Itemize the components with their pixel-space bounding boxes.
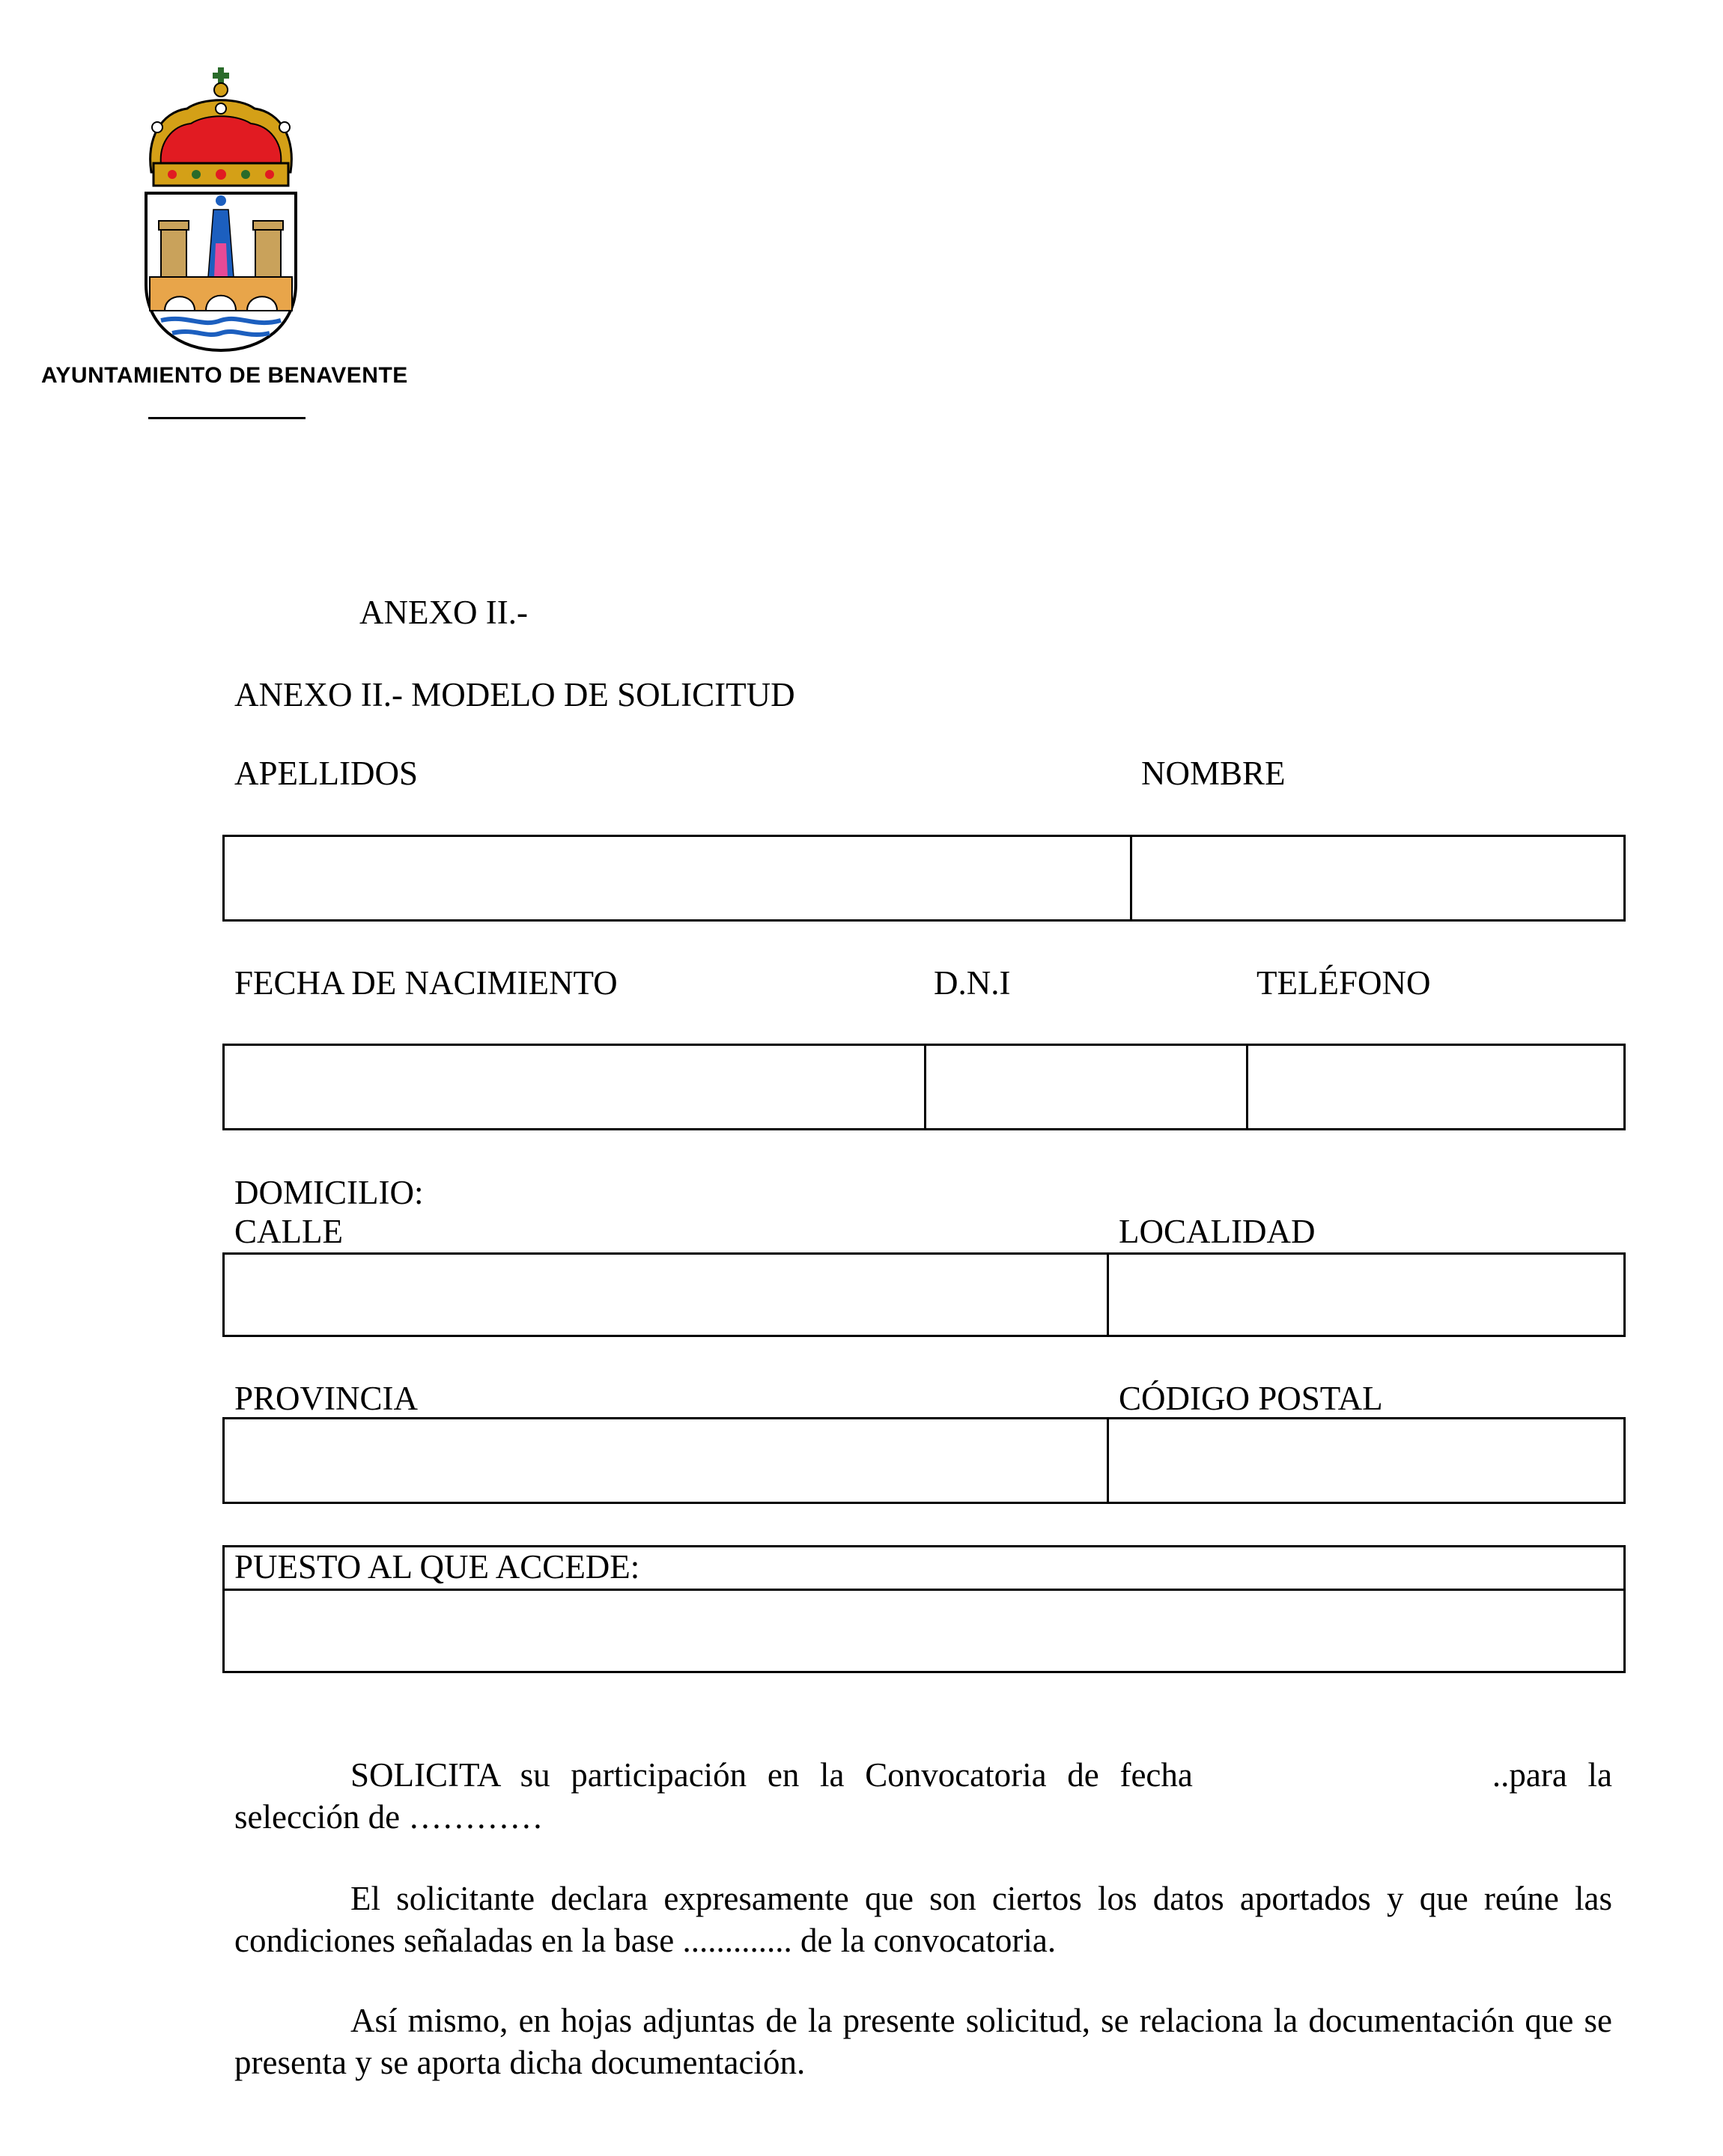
telefono-label: TELÉFONO: [1256, 964, 1431, 1002]
solicita-paragraph: [234, 1754, 1612, 1838]
calle-localidad-fields: [222, 1252, 1626, 1337]
provincia-cp-fields: [222, 1417, 1626, 1504]
solicita-text-cont: ..para la selección de …………: [234, 1756, 1612, 1836]
puesto-label: PUESTO AL QUE ACCEDE:: [234, 1548, 640, 1586]
localidad-field[interactable]: [1109, 1255, 1623, 1335]
dni-label: D.N.I: [934, 964, 1011, 1002]
provincia-field[interactable]: [225, 1419, 1107, 1502]
form-title: ANEXO II.- MODELO DE SOLICITUD: [234, 676, 795, 713]
annex-heading: ANEXO II.-: [359, 594, 528, 631]
calle-field[interactable]: [225, 1255, 1107, 1335]
organization-name: AYUNTAMIENTO DE BENAVENTE: [41, 363, 408, 388]
puesto-box: [222, 1545, 1626, 1673]
apellidos-field[interactable]: [225, 837, 1130, 919]
documentacion-text: Así mismo, en hojas adjuntas de la presente solicitud, se relaciona la documentación que se presenta y se aporta dicha documentación.: [234, 2002, 1612, 2081]
localidad-label: LOCALIDAD: [1119, 1213, 1316, 1250]
domicilio-label: DOMICILIO:: [234, 1174, 424, 1211]
calle-label: CALLE: [234, 1213, 343, 1250]
fecha-nacimiento-label: FECHA DE NACIMIENTO: [234, 964, 618, 1002]
crown-icon: [151, 67, 292, 186]
puesto-field[interactable]: [225, 1591, 1623, 1671]
coat-of-arms-logo: [142, 67, 300, 352]
fecha-dni-telefono-fields: [222, 1044, 1626, 1130]
documentacion-paragraph: [234, 2000, 1612, 2083]
apellidos-label: APELLIDOS: [234, 755, 418, 792]
declaracion-paragraph: [234, 1878, 1612, 1961]
apellidos-nombre-fields: [222, 835, 1626, 922]
nombre-field[interactable]: [1132, 837, 1623, 919]
declaracion-text: El solicitante declara expresamente que son ciertos los datos aportados y que reúne las condiciones señaladas en la base ............. de la convocatoria.: [234, 1880, 1612, 1959]
dni-field[interactable]: [926, 1046, 1246, 1128]
nombre-label: NOMBRE: [1141, 755, 1286, 792]
header-underline: [148, 417, 306, 419]
provincia-label: PROVINCIA: [234, 1380, 419, 1417]
shield-icon: [146, 193, 296, 350]
fecha-nacimiento-field[interactable]: [225, 1046, 924, 1128]
telefono-field[interactable]: [1248, 1046, 1623, 1128]
codigo-postal-field[interactable]: [1109, 1419, 1623, 1502]
solicita-text: SOLICITA su participación en la Convocatoria de fecha: [350, 1756, 1193, 1794]
codigo-postal-label: CÓDIGO POSTAL: [1119, 1380, 1383, 1417]
